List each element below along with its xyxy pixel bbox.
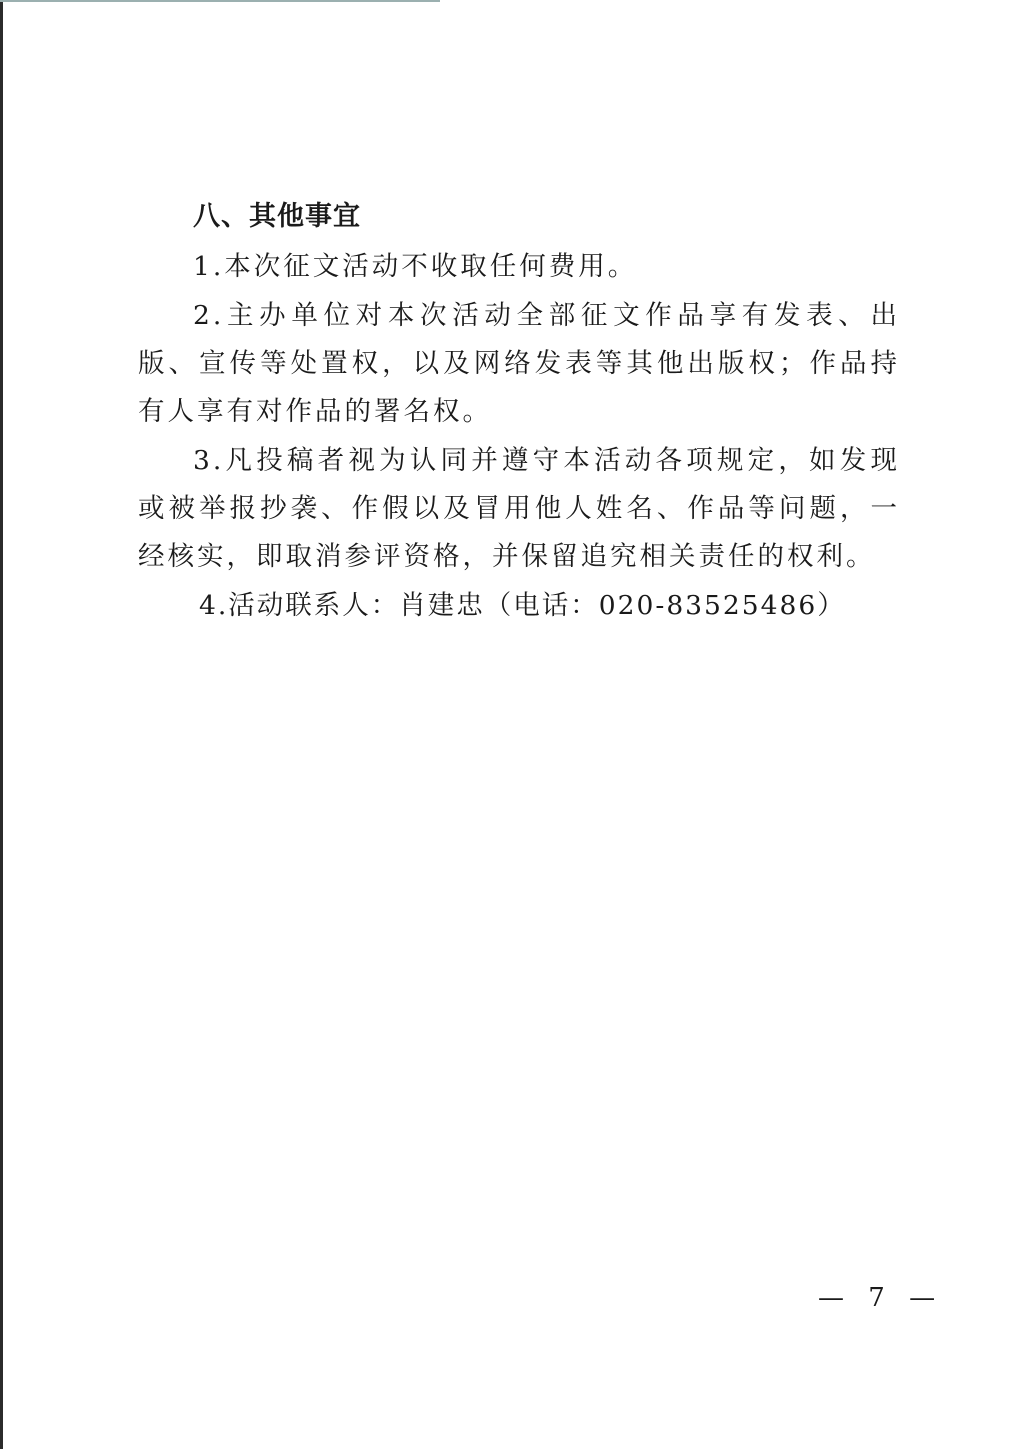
- page-number: — 7 —: [818, 1283, 944, 1313]
- item-3: 3.凡投稿者视为认同并遵守本活动各项规定，如发现或被举报抄袭、作假以及冒用他人姓名、作品等问题，一经核实，即取消参评资格，并保留追究相关责任的权利。: [138, 445, 900, 572]
- section-heading: 八、其他事宜: [193, 201, 361, 232]
- scan-edge: [0, 0, 3, 1449]
- item-1: 1.本次征文活动不收取任何费用。: [193, 251, 638, 282]
- scan-edge-top: [0, 0, 440, 2]
- contact-line: 4.活动联系人：肖建忠（电话：020-83525486）: [199, 590, 846, 621]
- document-body: [138, 190, 900, 630]
- item-2: 2.主办单位对本次活动全部征文作品享有发表、出版、宣传等处置权，以及网络发表等其他出版权；作品持有人享有对作品的署名权。: [138, 300, 900, 427]
